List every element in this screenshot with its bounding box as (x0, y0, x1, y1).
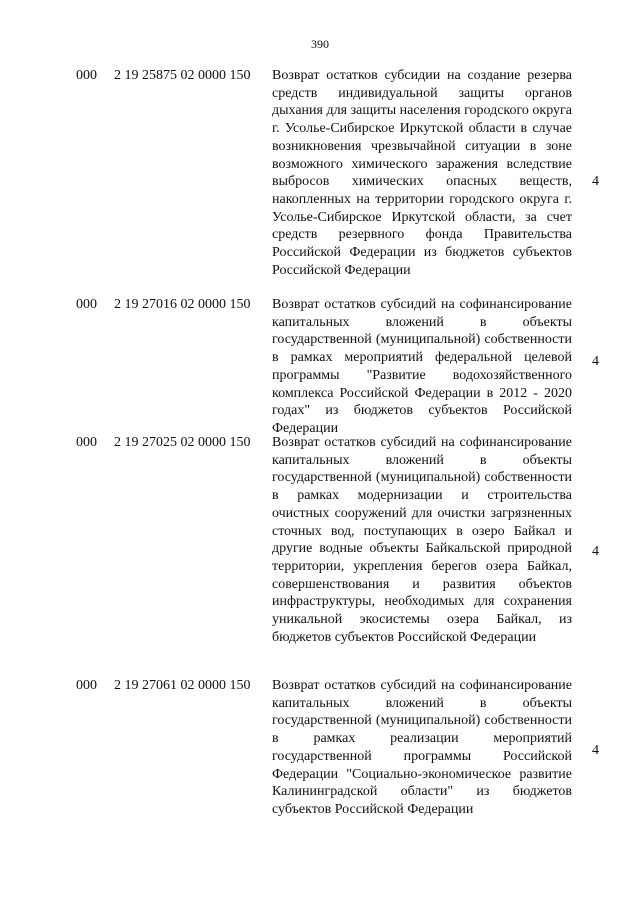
admin-code: 000 (76, 297, 97, 312)
row-value: 4 (592, 174, 599, 189)
row-value: 4 (592, 354, 599, 369)
row-value: 4 (592, 743, 599, 758)
row-description: Возврат остатков субсидий на софинансирование капитальных вложений в объекты государственной (муниципальной) собственности в рамках мероприятий федеральной целевой программы "Развитие водохозяйственного комплекса Российской Федерации в 2012 - 2020 годах" из бюджетов субъектов Российской Федерации (272, 297, 572, 436)
budget-code: 2 19 25875 02 0000 150 (114, 68, 251, 83)
budget-code: 2 19 27025 02 0000 150 (114, 435, 251, 450)
admin-code: 000 (76, 435, 97, 450)
budget-code: 2 19 27016 02 0000 150 (114, 297, 251, 312)
row-description: Возврат остатков субсидий на софинансирование капитальных вложений в объекты государственной (муниципальной) собственности в рамках модернизации и строительства очистных сооружений для очистки загрязненных сточных вод, поступающих в озеро Байкал и другие водные объекты Байкальской природной территории, укрепления берегов озера Байкал, совершенствования и развития объектов инфраструктуры, необходимых для сохранения уникальной экосистемы озера Байкал, из бюджетов субъектов Российской Федерации (272, 435, 572, 645)
admin-code: 000 (76, 68, 97, 83)
page-number: 390 (311, 37, 329, 51)
row-description: Возврат остатков субсидии на создание резерва средств индивидуальной защиты органов дыхания для защиты населения городского округа г. Усолье-Сибирское Иркутской области в случае возникновения чрезвычайной ситуации в зоне возможного химического заражения вследствие выбросов химических опасных веществ, накопленных на территории городского округа г. Усолье-Сибирское Иркутской области, за счет средств резервного фонда Правительства Российской Федерации из бюджетов субъектов Российской Федерации (272, 68, 572, 278)
row-description: Возврат остатков субсидий на софинансирование капитальных вложений в объекты государственной (муниципальной) собственности в рамках реализации мероприятий государственной программы Российской Федерации "Социально-экономическое развитие Калининградской области" из бюджетов субъектов Российской Федерации (272, 678, 572, 817)
row-value: 4 (592, 544, 599, 559)
admin-code: 000 (76, 678, 97, 693)
budget-code: 2 19 27061 02 0000 150 (114, 678, 251, 693)
